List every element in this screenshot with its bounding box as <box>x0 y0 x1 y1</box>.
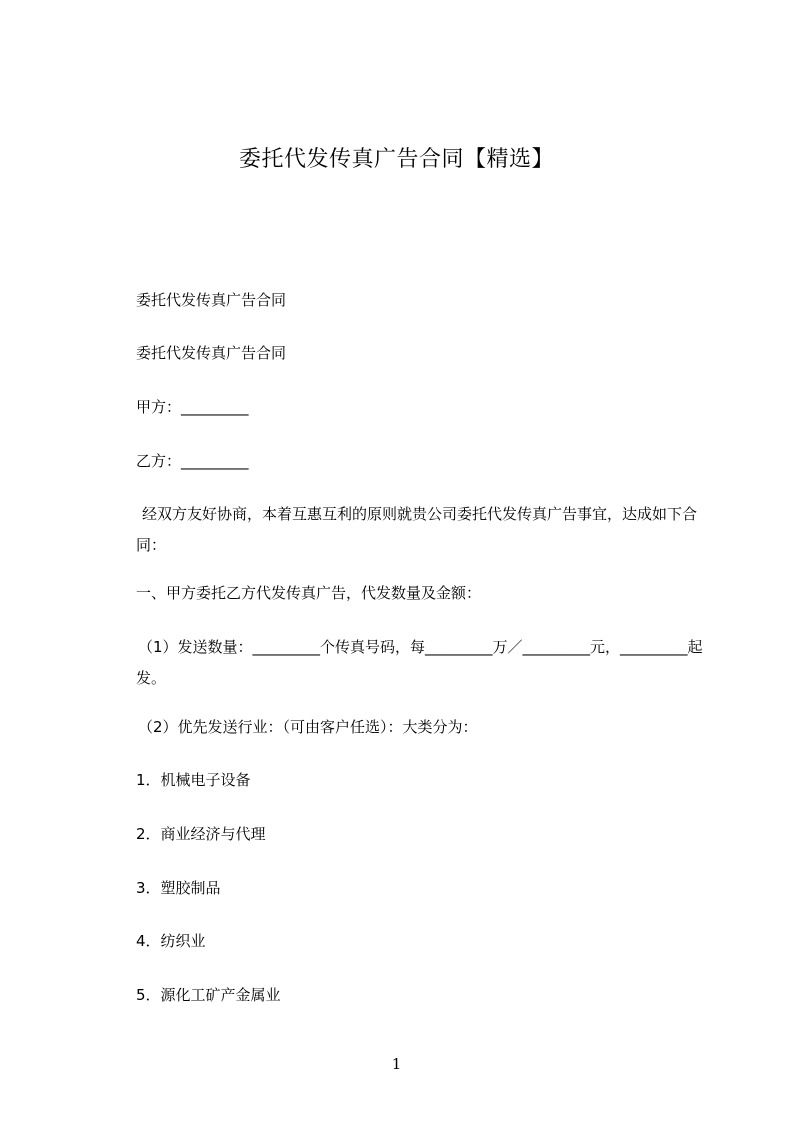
party-a-line: 甲方：_________ <box>136 398 249 416</box>
category-item: 2．商业经济与代理 <box>136 825 266 843</box>
contract-name-line-repeat: 委托代发传真广告合同 <box>136 344 287 362</box>
document-title: 委托代发传真广告合同【精选】 <box>238 147 554 172</box>
party-b-line: 乙方：_________ <box>136 452 249 470</box>
category-item: 1．机械电子设备 <box>136 771 251 789</box>
intro-paragraph: 经双方友好协商，本着互惠互利的原则就贵公司委托代发传真广告事宜，达成如下合同： <box>136 505 698 554</box>
item-1-paragraph: （1）发送数量：_________个传真号码，每_________万／_________元，_________起发。 <box>136 638 703 687</box>
category-item: 5．源化工矿产金属业 <box>136 986 281 1004</box>
contract-name-line: 委托代发传真广告合同 <box>136 291 287 309</box>
section-1-heading: 一、甲方委托乙方代发传真广告，代发数量及金额： <box>136 584 482 602</box>
page-number: 1 <box>391 1055 402 1073</box>
category-item: 4．纺织业 <box>136 932 206 950</box>
category-item: 3．塑胶制品 <box>136 879 221 897</box>
item-2-line: （2）优先发送行业：（可由客户任选）：大类分为： <box>138 718 478 736</box>
